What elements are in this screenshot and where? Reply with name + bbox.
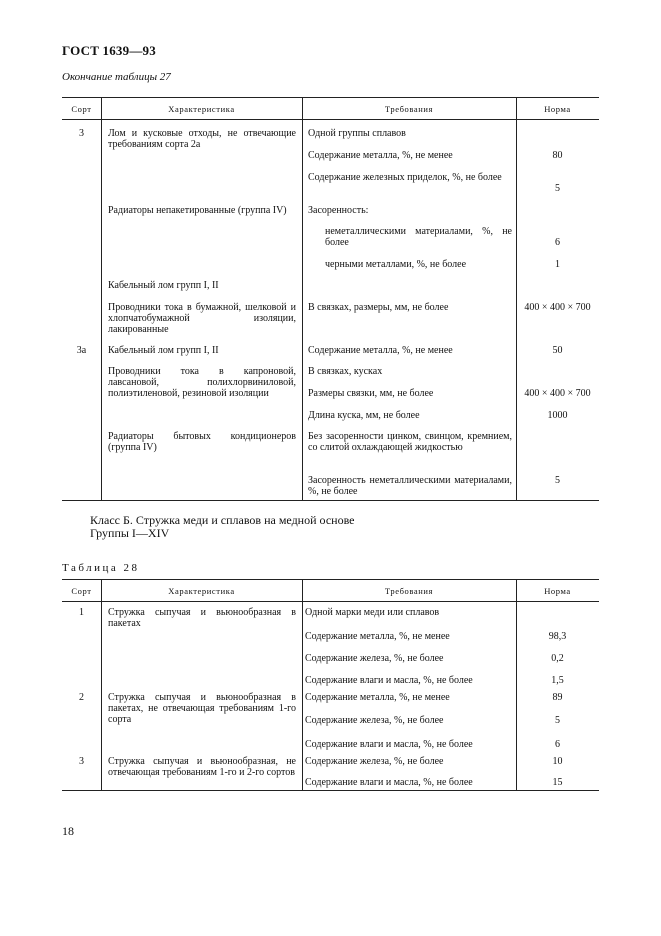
table-cell-norm: 6	[555, 739, 560, 750]
table-cell-norm: 400 × 400 × 700	[524, 302, 591, 313]
table-cell-sort: 3	[79, 756, 84, 767]
table27-col-divider	[302, 97, 303, 501]
table-cell-norm: 1000	[547, 410, 568, 421]
table-cell-norm: 89	[552, 692, 563, 703]
table-cell-norm: 1	[555, 259, 560, 270]
table-cell-characteristic: Стружка сыпучая и вьюнообразная, не отвечающая требованиям 1-го и 2-го сортов	[108, 756, 296, 778]
col-header-norm: Норма	[544, 104, 571, 114]
table-cell-norm: 15	[552, 777, 563, 788]
table-cell-characteristic: Стружка сыпучая и вьюнообразная в пакетах	[108, 607, 296, 629]
table-cell-requirement: Одной группы сплавов	[308, 128, 406, 139]
table-cell-requirement: Длина куска, мм, не более	[308, 410, 420, 421]
table-cell-requirement: Засоренность:	[308, 205, 369, 216]
table27-bottom-rule	[62, 500, 599, 501]
table-cell-requirement: Содержание железа, %, не более	[305, 715, 444, 726]
table-cell-requirement: Содержание влаги и масла, %, не более	[305, 777, 473, 788]
table-cell-norm: 5	[555, 715, 560, 726]
table-cell-norm: 1,5	[551, 675, 564, 686]
table-cell-characteristic: Лом и кусковые отходы, не отвечающие требованиям сорта 2а	[108, 128, 296, 150]
table-cell-characteristic: Проводники тока в капроновой, лавсановой, полихлорвиниловой, полиэтиленовой, резиновой изоляции	[108, 366, 296, 399]
table-cell-requirement: Без засоренности цинком, свинцом, кремнием, со слитой охлаждающей жидкостью	[308, 431, 512, 453]
table-cell-sort: 3а	[76, 345, 87, 356]
table-cell-requirement: В связках, размеры, мм, не более	[308, 302, 449, 313]
table-cell-requirement: Содержание железных приделок, %, не более	[308, 172, 502, 183]
col-header-sort: Сорт	[71, 104, 92, 114]
table-cell-requirement: Содержание железа, %, не более	[305, 756, 444, 767]
col-header-sort: Сорт	[71, 586, 92, 596]
class-line: Класс Б. Стружка меди и сплавов на медной основе	[90, 513, 355, 527]
table-cell-requirement: Содержание металла, %, не менее	[308, 150, 453, 161]
table-cell-sort: 2	[79, 692, 84, 703]
table-cell-requirement: Содержание влаги и масла, %, не более	[305, 739, 473, 750]
table-cell-characteristic: Радиаторы бытовых кондиционеров (группа IV)	[108, 431, 296, 453]
table27-col-divider	[101, 97, 102, 501]
col-header-norm: Норма	[544, 586, 571, 596]
table28-col-divider	[101, 579, 102, 791]
table-cell-requirement: Содержание металла, %, не менее	[305, 631, 450, 642]
table28-bottom-rule	[62, 790, 599, 791]
table-cell-requirement: Содержание влаги и масла, %, не более	[305, 675, 473, 686]
table28-top-rule	[62, 579, 599, 580]
table-cell-requirement: неметаллическими материалами, %, не более	[325, 226, 512, 248]
table28-header-rule	[62, 601, 599, 602]
page-number: 18	[62, 824, 74, 838]
table-cell-norm: 6	[555, 237, 560, 248]
table-cell-characteristic: Кабельный лом групп I, II	[108, 345, 219, 356]
table28-caption: Таблица 28	[62, 562, 140, 574]
col-header-requirements: Требования	[384, 586, 434, 596]
table-cell-requirement: Размеры связки, мм, не более	[308, 388, 434, 399]
table-cell-requirement: черными металлами, %, не более	[325, 259, 467, 270]
table27-header-rule	[62, 119, 599, 120]
col-header-requirements: Требования	[384, 104, 434, 114]
groups-line: Группы I—XIV	[90, 526, 170, 540]
table-cell-norm: 10	[552, 756, 563, 767]
table-cell-sort: 3	[79, 128, 84, 139]
table-cell-requirement: В связках, кусках	[308, 366, 383, 377]
table-cell-requirement: Засоренность неметаллическими материалами, %, не более	[308, 475, 512, 497]
table-cell-norm: 0,2	[551, 653, 564, 664]
document-code: ГОСТ 1639—93	[62, 43, 156, 58]
table-cell-norm: 5	[555, 183, 560, 194]
table27-continuation-caption: Окончание таблицы 27	[62, 71, 171, 83]
section-heading	[90, 514, 355, 540]
table-cell-norm: 50	[552, 345, 563, 356]
table27-top-rule	[62, 97, 599, 98]
table-cell-norm: 80	[552, 150, 563, 161]
table-cell-characteristic: Стружка сыпучая и вьюнообразная в пакетах, не отвечающая требованиям 1-го сорта	[108, 692, 296, 725]
table-cell-sort: 1	[79, 607, 84, 618]
col-header-characteristic: Характеристика	[168, 104, 235, 114]
table-cell-norm: 400 × 400 × 700	[524, 388, 591, 399]
table-cell-characteristic: Кабельный лом групп I, II	[108, 280, 219, 291]
table-cell-requirement: Содержание металла, %, не менее	[305, 692, 450, 703]
col-header-characteristic: Характеристика	[168, 586, 235, 596]
table-cell-requirement: Содержание железа, %, не более	[305, 653, 444, 664]
table-cell-requirement: Одной марки меди или сплавов	[305, 607, 440, 618]
table-cell-requirement: Содержание металла, %, не менее	[308, 345, 453, 356]
table-cell-norm: 98,3	[548, 631, 567, 642]
table-cell-characteristic: Проводники тока в бумажной, шелковой и хлопчатобумажной изоляции, лакированные	[108, 302, 296, 335]
table-cell-norm: 5	[555, 475, 560, 486]
table28-col-divider	[302, 579, 303, 791]
table-cell-characteristic: Радиаторы непакетированные (группа IV)	[108, 205, 287, 216]
